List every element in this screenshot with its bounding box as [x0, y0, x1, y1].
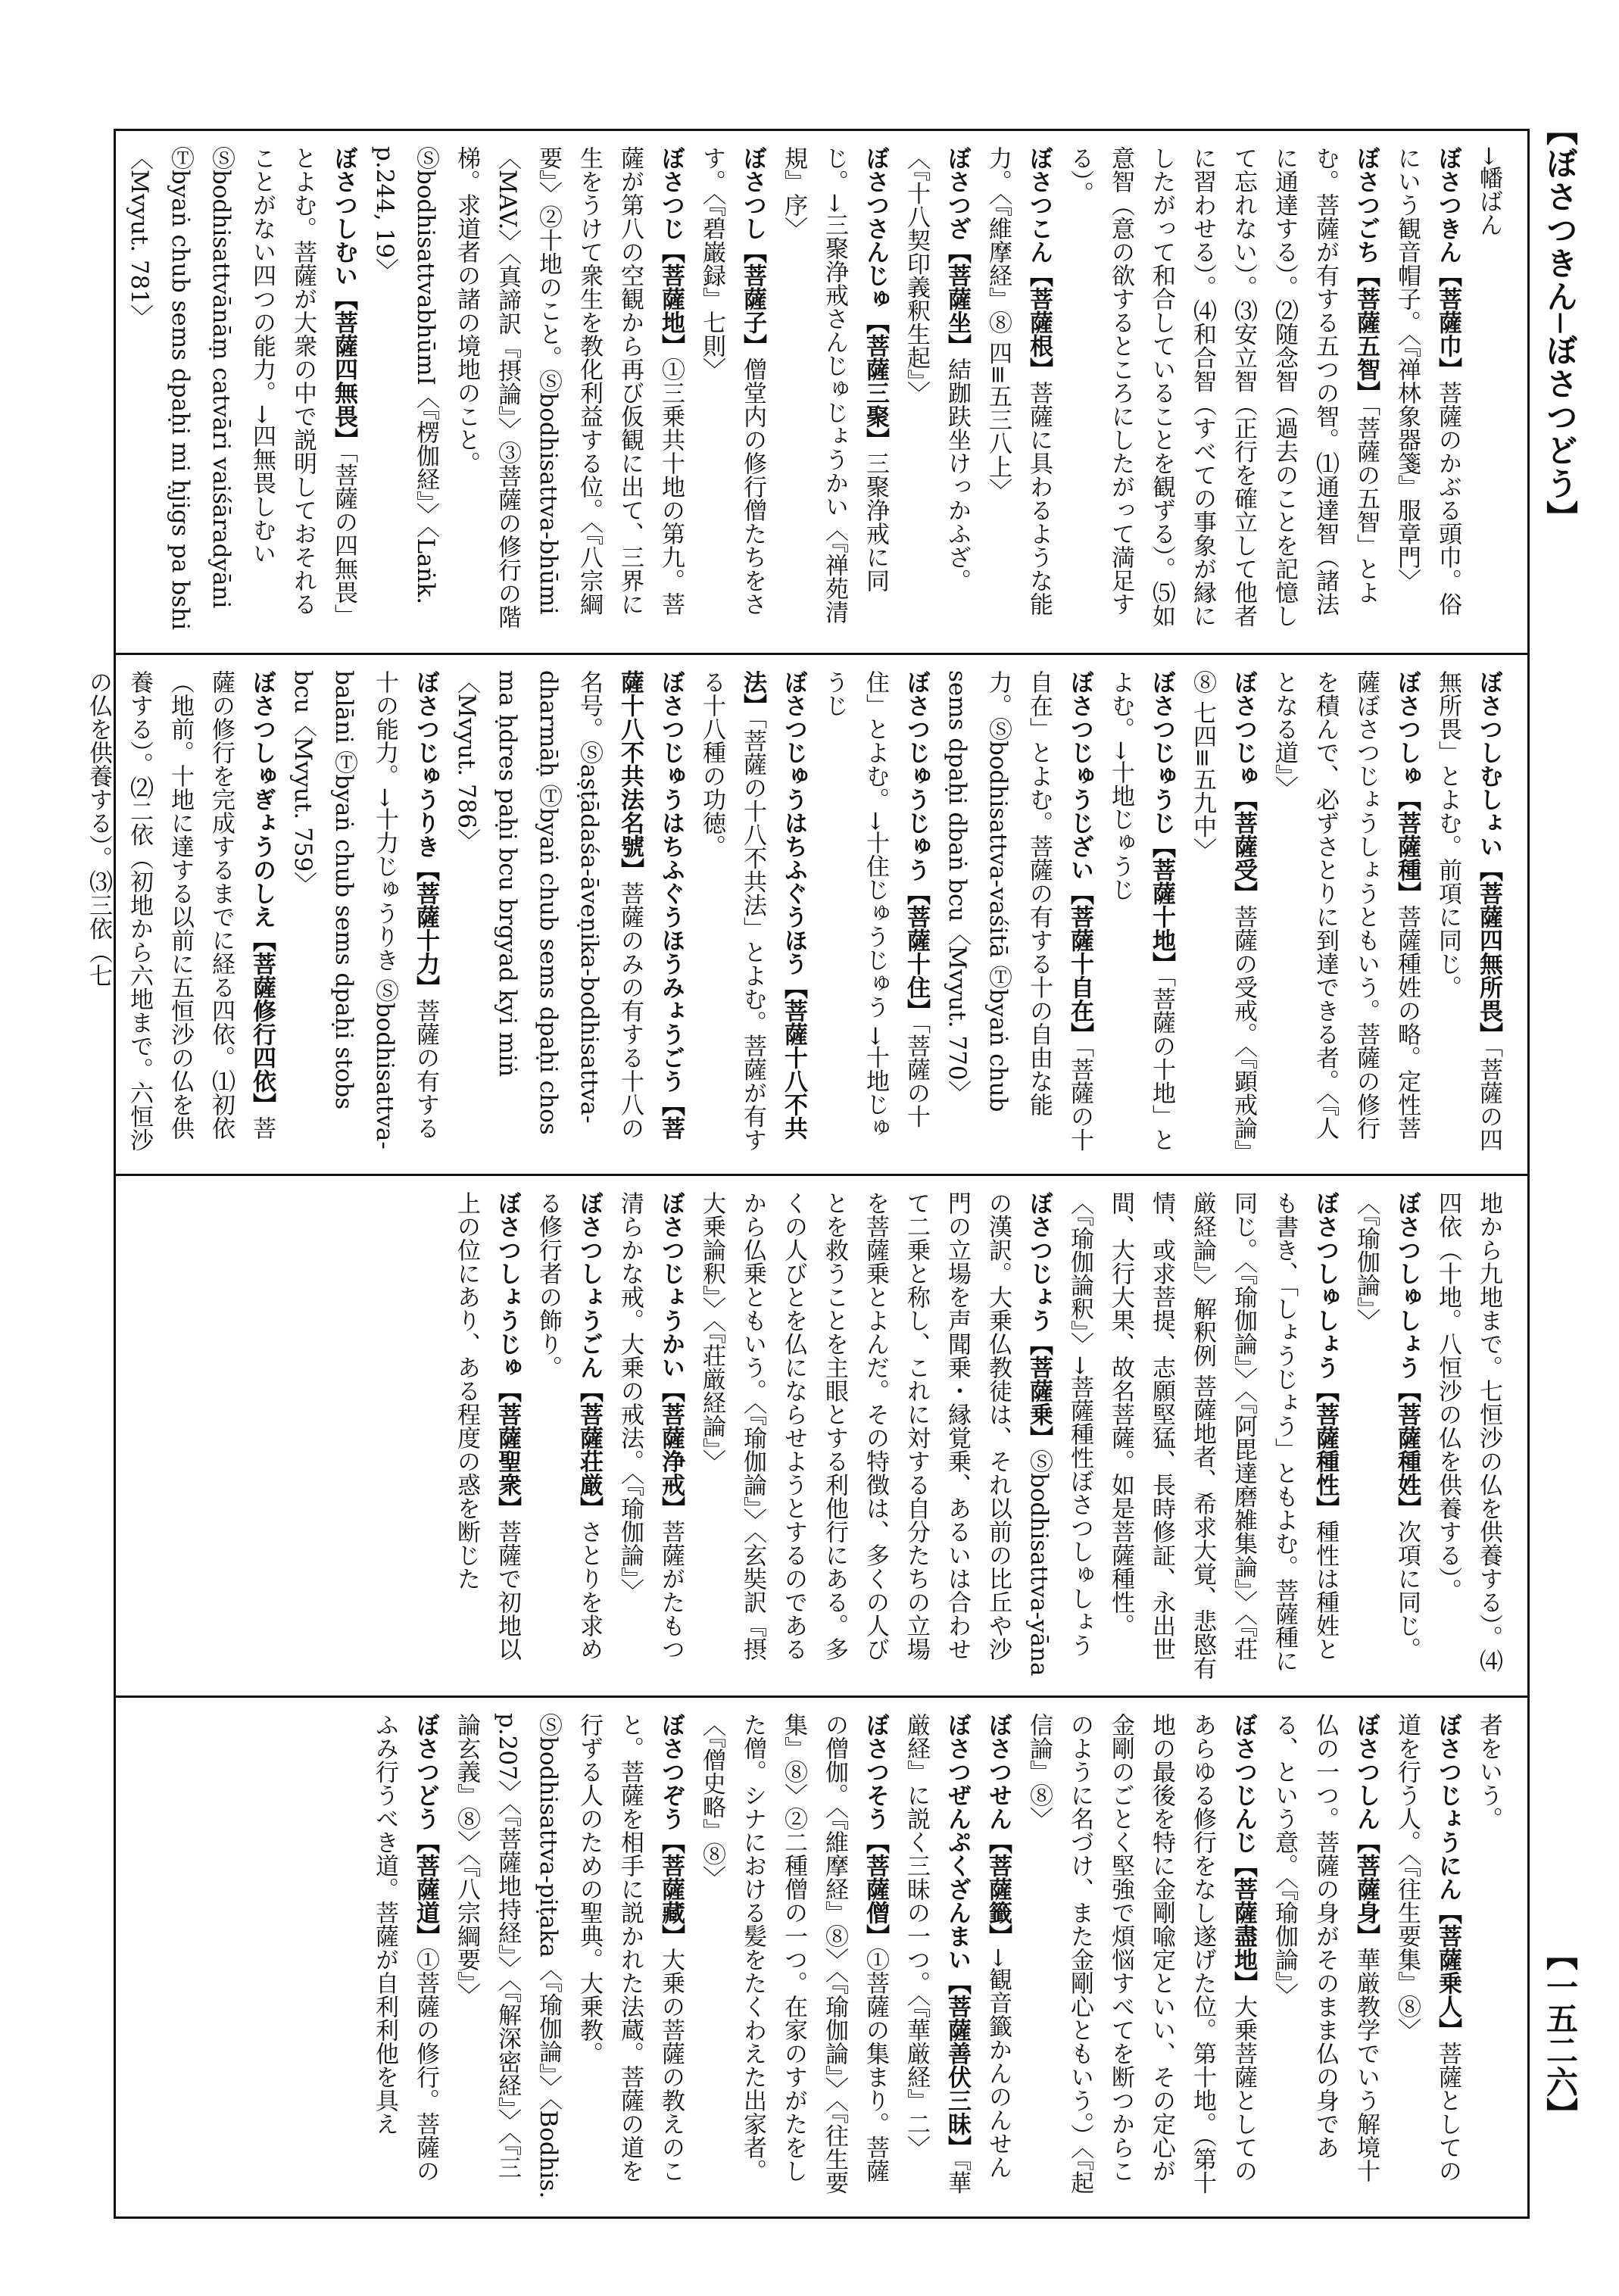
- entry-kanji: 【菩薩善伏三昧】: [944, 1970, 971, 2159]
- entry-kanji: 【菩薩藏】: [657, 1830, 685, 1948]
- entry-definition: 者をいう。: [1475, 1712, 1502, 1830]
- entry-definition: 菩薩としての道を行う人。〈『往生要集』⑧〉: [1393, 1712, 1461, 2182]
- entry-headword: ぼさつざ: [944, 146, 971, 240]
- entry-kanji: 【菩薩身】: [1352, 1830, 1380, 1948]
- entry-definition: 『華厳経』に説く三昧の一つ。〈『華厳経』二〉: [903, 1712, 971, 2194]
- dictionary-entry: [446, 1191, 528, 1680]
- entry-headword: ぼさつきん: [1434, 146, 1461, 264]
- dictionary-entry: [978, 1713, 1019, 2202]
- entry-headword: ぼさつじんじ: [1230, 1712, 1257, 1854]
- entry-headword: ぼさつじょうかい: [657, 1191, 685, 1379]
- entry-kanji: 【菩薩乗人】: [1434, 1900, 1461, 2042]
- dictionary-entry: [1468, 1713, 1509, 2202]
- dictionary-entry: [1182, 670, 1264, 1159]
- entry-definition: 菩薩の修行を完成するまでに経る四依。⑴初依（地前。十地に達する以前に五恒沙の仏を供養する）。⑵二依（初地から六地まで。六恒沙の仏を供養する）。⑶三依（七: [85, 669, 276, 1151]
- entry-definition: →観音籤かんのんせん: [984, 1947, 1012, 2179]
- dictionary-entry: [1100, 670, 1182, 1159]
- entry-definition: 「菩薩の四無所畏」とよむ。前項に同じ。: [1434, 669, 1502, 1151]
- entry-definition: 「菩薩の十八不共法」とよむ。菩薩が有する十八種の功徳。: [698, 669, 766, 1151]
- dictionary-entry: [814, 670, 937, 1159]
- entry-definition: 菩薩の受戒。〈『顕戒論』⑧ 七四≡五九中〉: [1189, 669, 1257, 1151]
- entry-definition: 「菩薩の四無畏」とよむ。菩薩が大衆の中で説明しておそれることがない四つの能力。→四無畏しむい Ⓢbodhisattvānāṃ catvāri vaiśāradyāni Ⓣbyaṅ chub sems dpaḥi mi ḥjigs pa bshi〈Mvyut. 781〉: [126, 146, 357, 631]
- entry-kanji: 【菩薩五智】: [1352, 264, 1380, 404]
- entry-headword: ぼさつしむしょい: [1475, 669, 1502, 858]
- band-text: [134, 1713, 1509, 2202]
- entry-kanji: 【菩薩四無所畏】: [1475, 857, 1502, 1046]
- entry-definition: 次項に同じ。〈『瑜伽論』〉: [1352, 1191, 1421, 1661]
- entry-headword: ぼさつじゅうはちふぐうほうみょうごう: [657, 669, 685, 1093]
- entry-headword: ぼさつそう: [862, 1712, 889, 1830]
- entry-definition: ①三乗共十地の第九。菩薩が第八の空観から再び仮観に出て、三界に生をうけて衆生を教化利益する位。〈『八宗綱要』〉②十地のこと。Ⓢbodhisattva-bhūmi〈MAV.〉〈真諦訳『摂論』〉③菩薩の修行の階梯。求道者の諸の境地のこと。ⓈbodhisattvabhūmI〈『楞伽経』〉〈Laṅk. p.244, 19〉: [371, 146, 685, 629]
- entry-kanji: 【菩薩十力】: [412, 857, 439, 999]
- entry-definition: 結跏趺坐けっかふざ。〈『十八契印義釈生起』〉: [903, 146, 971, 592]
- entry-kanji: 【菩薩修行四依】: [248, 928, 276, 1116]
- entry-headword: ぼさつじゅうじゅう: [903, 669, 930, 881]
- entry-headword: ぼさつしゅ: [1393, 669, 1421, 788]
- dictionary-entry: [78, 670, 282, 1159]
- entry-definition: 菩薩の有する十の能力。→十力じゅうりき Ⓢbodhisattva-balāni Ⓣbyaṅ chub sems dpaḥi stobs bcu〈Mvyut. 759〉: [289, 669, 439, 1150]
- entry-definition: →幡ばん: [1475, 146, 1502, 236]
- entry-definition: 地から九地まで。七恒沙の仏を供養する）。⑷四依（十地。八恒沙の仏を供養する）。: [1434, 1191, 1502, 1673]
- entry-headword: ぼさつし: [739, 146, 766, 240]
- dictionary-entry: [1059, 146, 1387, 638]
- entry-kanji: 【菩薩十八不共法名號】: [616, 669, 685, 1140]
- dictionary-entry: [896, 146, 978, 638]
- entry-headword: ぼさつごち: [1352, 146, 1380, 264]
- entry-headword: ぼさつじゅうじ: [1148, 669, 1175, 834]
- entry-definition: 三聚浄戒に同じ。→三聚浄戒さんじゅじょうかい〈『禅苑清規』序〉: [780, 146, 889, 624]
- dictionary-entry: [773, 146, 896, 638]
- dictionary-entry: [1468, 146, 1509, 638]
- running-title: 【ぼさつきん─ぼさつどう】: [1542, 114, 1579, 535]
- entry-definition: 菩薩で初地以上の位にあり、ある程度の惑を断じた: [453, 1191, 521, 1661]
- entry-kanji: 【菩薩十住】: [903, 881, 930, 1022]
- entry-definition: ①菩薩の修行。菩薩のふみ行うべき道。菩薩が自利利他を具え: [371, 1712, 439, 2182]
- dictionary-entry: [119, 146, 364, 638]
- dictionary-entry: [1019, 1713, 1264, 2202]
- entry-kanji: 【菩薩十地】: [1148, 834, 1175, 975]
- entry-kanji: 【菩薩浄戒】: [657, 1379, 685, 1520]
- dictionary-entry: [364, 146, 691, 638]
- entry-headword: ぼさつじょうにん: [1434, 1712, 1461, 1901]
- dictionary-entry: [1387, 146, 1468, 638]
- entry-headword: ぼさつしゅぎょうのしえ: [248, 669, 276, 928]
- dictionary-entry: [528, 1191, 610, 1680]
- entry-headword: ぼさつじゅ: [1230, 669, 1257, 788]
- entry-definition: 菩薩種姓の略。定性菩薩ぼさつじょうしょうともいう。菩薩の修行を積んで、必ずさとりに到達できる者。〈『人となる道』〉: [1271, 669, 1421, 1140]
- dictionary-entry: [282, 670, 446, 1159]
- entry-kanji: 【菩薩三聚】: [862, 310, 889, 451]
- entry-definition: Ⓢbodhisattva-yāna の漢訳。大乗仏教徒は、それ以前の比丘や沙門の立場を声聞乗・縁覚乗、あるいは合わせて二乗と称し、これに対する自分たちの立場を菩薩乗とよんだ。その特徴は、多くの人びとを救うことを主眼とする利他行にある。多くの人びとを仏にならせようとするのであるから仏乗ともいう。〈『瑜伽論』〉〈玄奘訳『摂大乗論釈』〉〈『荘厳経論』〉: [698, 1191, 1053, 1677]
- column-band-1: [116, 131, 1527, 653]
- entry-kanji: 【菩薩乗】: [1025, 1332, 1053, 1449]
- entry-headword: ぼさつしむい: [330, 146, 357, 287]
- entry-headword: ぼさつしゅしょう: [1393, 1191, 1421, 1379]
- entry-kanji: 【菩薩巾】: [1434, 264, 1461, 381]
- entry-kanji: 【菩薩十自在】: [1066, 881, 1093, 1046]
- entry-headword: ぼさつじゅうはちふぐうほう: [780, 669, 807, 975]
- entry-definition: ①菩薩の集まり。菩薩の僧伽。〈『維摩経』⑧〉〈『瑜伽論』〉〈『往生要集』⑧〉②二種僧の一つ。在家のすがたをした僧。シナにおける髪をたくわえた出家者。〈『僧史略』⑧〉: [698, 1712, 889, 2194]
- entry-kanji: 【菩薩籤】: [984, 1830, 1012, 1948]
- dictionary-entry: [446, 1713, 691, 2202]
- entry-definition: 大乗菩薩としてのあらゆる修行をなし遂げた位。第十地。（第十地の最後を特に金剛喩定といい、その定心が金剛のごとく堅強で煩悩すべてを断つからこのように名づけ、また金剛心ともいう。）〈『起信論』⑧〉: [1025, 1712, 1257, 2194]
- dictionary-entry: [691, 1191, 1059, 1680]
- entry-headword: ぼさつせん: [984, 1712, 1012, 1830]
- band-text: [126, 146, 1509, 638]
- entry-headword: ぼさつこん: [1025, 146, 1053, 264]
- entry-headword: ぼさつしゅしょう: [1312, 1191, 1339, 1379]
- entry-headword: ぼさつじ: [657, 146, 685, 240]
- entry-kanji: 【菩薩地】: [657, 240, 685, 357]
- dictionary-entry: [1427, 670, 1509, 1159]
- dictionary-entry: [937, 670, 1100, 1159]
- band-text: [134, 1191, 1509, 1680]
- entry-headword: ぼさつぜんぷくざんまい: [944, 1712, 971, 1971]
- entry-definition: 菩薩に具わるような能力。〈『維摩経』⑧ 四≡五三八上〉: [984, 146, 1053, 616]
- entry-kanji: 【菩薩荘厳】: [576, 1379, 603, 1520]
- entry-kanji: 【菩薩坐】: [944, 240, 971, 357]
- dictionary-entry: [1387, 1713, 1468, 2202]
- dictionary-entry: [610, 1191, 691, 1680]
- entry-headword: ぼさつしん: [1352, 1712, 1380, 1830]
- dictionary-entry: [1346, 1191, 1427, 1680]
- entry-kanji: 【菩薩受】: [1230, 787, 1257, 905]
- entry-definition: 「菩薩の十自在」とよむ。菩薩の有する十の自由な能力。Ⓢbodhisattva-vaśitā Ⓣbyaṅ chub sems dpaḥi dbaṅ bcu〈Mvyut. 770〉: [944, 669, 1093, 1151]
- entry-definition: 「菩薩の十住」とよむ。→十住じゅうじゅう →十地じゅうじ: [821, 669, 930, 1140]
- dictionary-entry: [691, 1713, 896, 2202]
- entry-headword: ぼさつさんじゅ: [862, 146, 889, 310]
- column-band-3: [116, 1174, 1527, 1695]
- dictionary-entry: [896, 1713, 978, 2202]
- entry-headword: ぼさつじょう: [1025, 1191, 1053, 1332]
- entry-definition: 菩薩のみの有する十八の名号。Ⓢaṣṭādaśa-āveṇika-bodhisattva-dharmāḥ Ⓣbyaṅ chub sems dpaḥi chos ma ḥdres paḥi bcu brgyad kyi miṅ〈Mvyut. 786〉: [453, 669, 644, 1140]
- entry-definition: 華厳教学でいう解境十仏の一つ。菩薩の身がそのまま仏の身である、という意。〈『瑜伽論』〉: [1271, 1712, 1380, 2182]
- entry-definition: 僧堂内の修行僧たちをさす。〈『碧巌録』七則〉: [698, 146, 766, 616]
- entry-kanji: 【菩薩聖衆】: [494, 1379, 521, 1520]
- entry-kanji: 【菩薩種】: [1393, 787, 1421, 905]
- dictionary-entry: [1059, 1191, 1346, 1680]
- entry-kanji: 【菩薩根】: [1025, 264, 1053, 381]
- dictionary-entry: [691, 146, 773, 638]
- entry-definition: 菩薩がたもつ清らかな戒。大乗の戒法。〈『瑜伽論』〉: [616, 1191, 685, 1661]
- entry-kanji: 【菩薩種姓】: [1393, 1379, 1421, 1520]
- entry-headword: ぼさつしょうごん: [576, 1191, 603, 1379]
- entry-kanji: 【菩薩子】: [739, 240, 766, 357]
- entry-headword: ぼさつじゅうじざい: [1066, 669, 1093, 881]
- dictionary-entry: [364, 1713, 446, 2202]
- entry-definition: 「菩薩の十地」とよむ。→十地じゅうじ: [1107, 669, 1175, 1151]
- entry-headword: ぼさつしょうじゅ: [494, 1191, 521, 1379]
- entry-kanji: 【菩薩四無畏】: [330, 287, 357, 451]
- entry-definition: 「菩薩の五智」とよむ。菩薩が有する五つの智。⑴通達智（諸法に通達する）。⑵随念智（過去のことを記憶して忘れない）。⑶安立智（正行を確立して他者に習わせる）。⑷和合智（すべての事象が縁にしたがって和合していることを観ずる）。⑸如意智（意の欲するところにしたがって満足する）。: [1066, 146, 1380, 628]
- entry-headword: ぼさつじゅうりき: [412, 669, 439, 858]
- column-band-2: [85, 653, 1527, 1175]
- page-number: 【一五二六】: [1542, 1939, 1579, 2129]
- entry-headword: ぼさつぞう: [657, 1712, 685, 1830]
- entry-definition: 大乗の菩薩の教えのこと。菩薩を相手に説かれた法蔵。菩薩の道を行ずる人のための聖典。大乗教。Ⓢbodhisattva-piṭaka〈『瑜伽論』〉〈Bodhis. p.207〉〈『菩薩地持経』〉〈『解深密経』〉〈『三論玄義』⑧〉〈『八宗綱要』〉: [453, 1712, 685, 2198]
- entry-kanji: 【菩薩道】: [412, 1830, 439, 1948]
- dictionary-entry: [1427, 1191, 1509, 1680]
- entry-headword: ぼさつどう: [412, 1712, 439, 1830]
- dictionary-page-frame: [85, 129, 1530, 2219]
- dictionary-entry: [691, 670, 814, 1159]
- entry-kanji: 【菩薩僧】: [862, 1830, 889, 1948]
- band-text: [85, 669, 1509, 1159]
- entry-kanji: 【菩薩十八不共法】: [739, 669, 807, 1140]
- dictionary-entry: [446, 670, 691, 1159]
- entry-definition: 種性は種姓とも書き、「しょうじょう」ともよむ。菩薩種に同じ。〈『瑜伽論』〉〈『阿毘達磨雑集論』〉〈『荘厳経論』〉解釈例 菩薩地者、希求大覚、悲愍有情、或求菩提、志願堅猛、長時修証、永出世間、大行大果、故名菩薩。如是菩薩種性。〈『瑜伽論釈』〉→菩薩種性ぼさつしゅしょう: [1066, 1191, 1339, 1680]
- entry-kanji: 【菩薩盡地】: [1230, 1853, 1257, 1995]
- column-band-4: [116, 1695, 1527, 2217]
- entry-kanji: 【菩薩種性】: [1312, 1379, 1339, 1520]
- dictionary-entry: [1264, 670, 1427, 1159]
- dictionary-entry: [1264, 1713, 1387, 2202]
- entry-definition: 菩薩のかぶる頭巾。俗にいう観音帽子。〈『禅林象器箋』服章門〉: [1393, 146, 1461, 616]
- dictionary-entry: [978, 146, 1059, 638]
- entry-definition: さとりを求める修行者の飾り。: [535, 1191, 603, 1661]
